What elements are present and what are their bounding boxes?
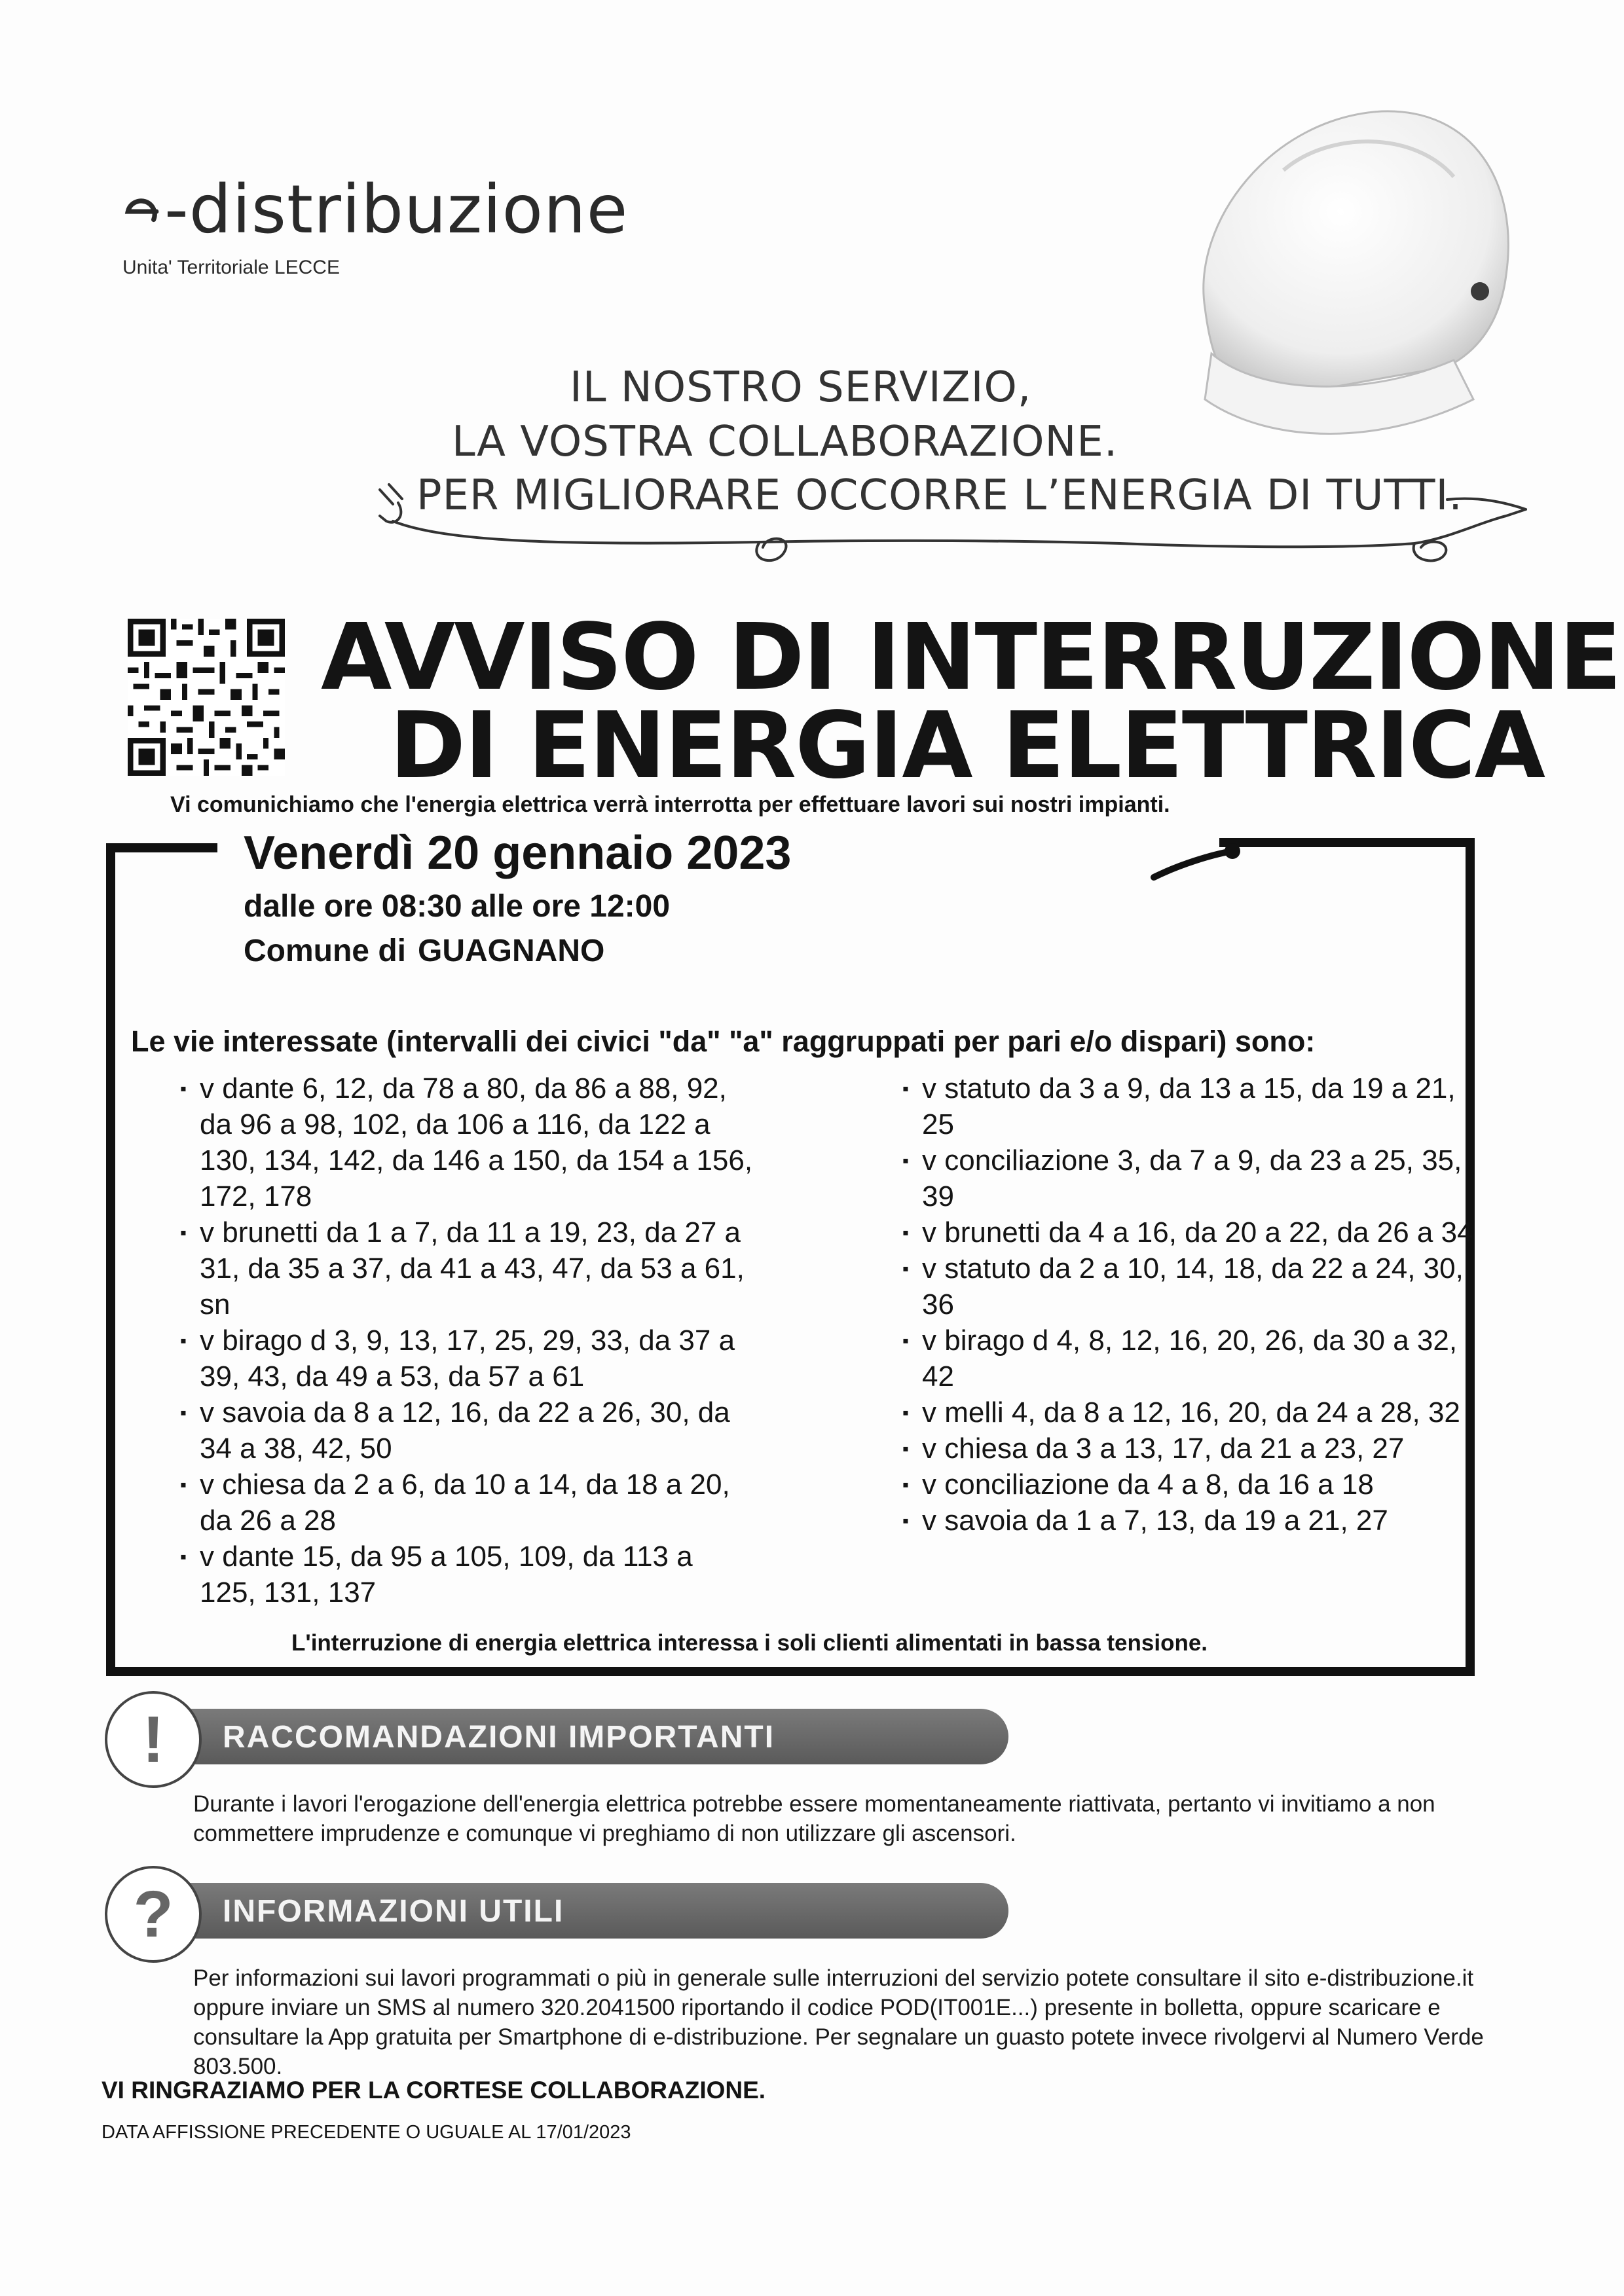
street-item: ▪ v chiesa da 2 a 6, da 10 a 14, da 18 a 20, da 26 a 28 <box>180 1467 756 1539</box>
warning-symbol: ! <box>142 1702 164 1776</box>
street-item: ▪ v melli 4, da 8 a 12, 16, 20, da 24 a 28, 32 <box>902 1394 1479 1430</box>
affix-date: DATA AFFISSIONE PRECEDENTE O UGUALE AL 17/01/2023 <box>101 2122 631 2143</box>
interruption-hours: dalle ore 08:30 alle ore 12:00 <box>244 889 671 924</box>
question-icon <box>105 1866 202 1963</box>
street-item: ▪ v conciliazione da 4 a 8, da 16 a 18 <box>902 1467 1479 1503</box>
territorial-unit: Unita' Territoriale LECCE <box>122 257 340 278</box>
notice-title-line-2: DI ENERGIA ELETTRICA <box>390 693 1545 799</box>
slogan-line-1: IL NOSTRO SERVIZIO, <box>570 363 1032 412</box>
qr-code-icon[interactable] <box>128 619 285 776</box>
street-item: ▪ v conciliazione 3, da 7 a 9, da 23 a 25, 35, 39 <box>902 1142 1479 1214</box>
street-item: ▪ v statuto da 3 a 9, da 13 a 15, da 19 a 21, 25 <box>902 1070 1479 1142</box>
street-item: ▪ v birago d 4, 8, 12, 16, 20, 26, da 30 a 32, 42 <box>902 1322 1479 1394</box>
warning-icon <box>105 1691 202 1788</box>
thanks-text: VI RINGRAZIAMO PER LA CORTESE COLLABORAZIONE. <box>101 2077 766 2104</box>
info-heading: INFORMAZIONI UTILI <box>223 1894 564 1929</box>
logo-text: -distribuzione <box>164 171 629 249</box>
street-item: ▪ v dante 6, 12, da 78 a 80, da 86 a 88, 92, da 96 a 98, 102, da 106 a 116, da 122 a 130, 134, 142, da 146 a 150, da 154 a 156, 172, 178 <box>180 1070 756 1214</box>
comune <box>244 933 604 969</box>
street-item: ▪ v brunetti da 1 a 7, da 11 a 19, 23, da 27 a 31, da 35 a 37, da 41 a 43, 47, da 53 a 61, sn <box>180 1214 756 1322</box>
street-item: ▪ v savoia da 8 a 12, 16, da 22 a 26, 30, da 34 a 38, 42, 50 <box>180 1394 756 1467</box>
comune-name: GUAGNANO <box>418 934 605 968</box>
e-logo-icon <box>121 190 162 230</box>
recommendations-heading: RACCOMANDAZIONI IMPORTANTI <box>223 1720 775 1755</box>
streets-list-left <box>180 1070 756 1611</box>
recommendations-text: Durante i lavori l'erogazione dell'energia elettrica potrebbe essere momentaneamente riattivata, pertanto vi invitiamo a non commettere imprudenze e comunque vi preghiamo di non utilizzare gli ascensori. <box>193 1791 1435 1846</box>
streets-heading: Le vie interessate (intervalli dei civici "da" "a" raggruppati per pari e/o dispari) sono: <box>131 1025 1316 1058</box>
interruption-date: Venerdì 20 gennaio 2023 <box>244 827 792 879</box>
info-banner <box>177 1883 1008 1939</box>
street-item: ▪ v chiesa da 3 a 13, 17, da 21 a 23, 27 <box>902 1430 1479 1467</box>
street-item: ▪ v dante 15, da 95 a 105, 109, da 113 a 125, 131, 137 <box>180 1539 756 1611</box>
intro-text: Vi comunichiamo che l'energia elettrica verrà interrotta per effettuare lavori sui nostri impianti. <box>170 792 1170 817</box>
notice-title-line-1: AVVISO DI INTERRUZIONE <box>321 604 1621 711</box>
helmet-icon <box>1166 92 1532 458</box>
question-symbol: ? <box>133 1877 174 1951</box>
company-logo <box>121 171 629 249</box>
recommendations-banner <box>177 1709 1008 1764</box>
info-text: Per informazioni sui lavori programmati o più in generale sulle interruzioni del servizio potete consultare il sito e-distribuzione.it oppure inviare un SMS al numero 320.2041500 riportando il codice POD(IT001E...) presente in bolletta, oppure scaricare e consultare la App gratuita per Smartphone di e-distribuzione. Per segnalare un guasto potete invece rivolgervi al Numero Verde 803.500. <box>193 1965 1484 2079</box>
street-item: ▪ v savoia da 1 a 7, 13, da 19 a 21, 27 <box>902 1503 1479 1539</box>
plug-cable-icon <box>367 470 1532 581</box>
street-item: ▪ v brunetti da 4 a 16, da 20 a 22, da 26 a 34 <box>902 1214 1479 1250</box>
slogan-line-2: LA VOSTRA COLLABORAZIONE. <box>452 418 1118 466</box>
low-tension-note: L'interruzione di energia elettrica interessa i soli clienti alimentati in bassa tensione. <box>291 1630 1208 1656</box>
streets-list-right <box>902 1070 1479 1539</box>
comune-label: Comune di <box>244 934 406 968</box>
street-item: ▪ v statuto da 2 a 10, 14, 18, da 22 a 24, 30, 36 <box>902 1250 1479 1322</box>
slogan-line-3: PER MIGLIORARE OCCORRE L’ENERGIA DI TUTTI. <box>416 471 1463 520</box>
street-item: ▪ v birago d 3, 9, 13, 17, 25, 29, 33, da 37 a 39, 43, da 49 a 53, da 57 a 61 <box>180 1322 756 1394</box>
